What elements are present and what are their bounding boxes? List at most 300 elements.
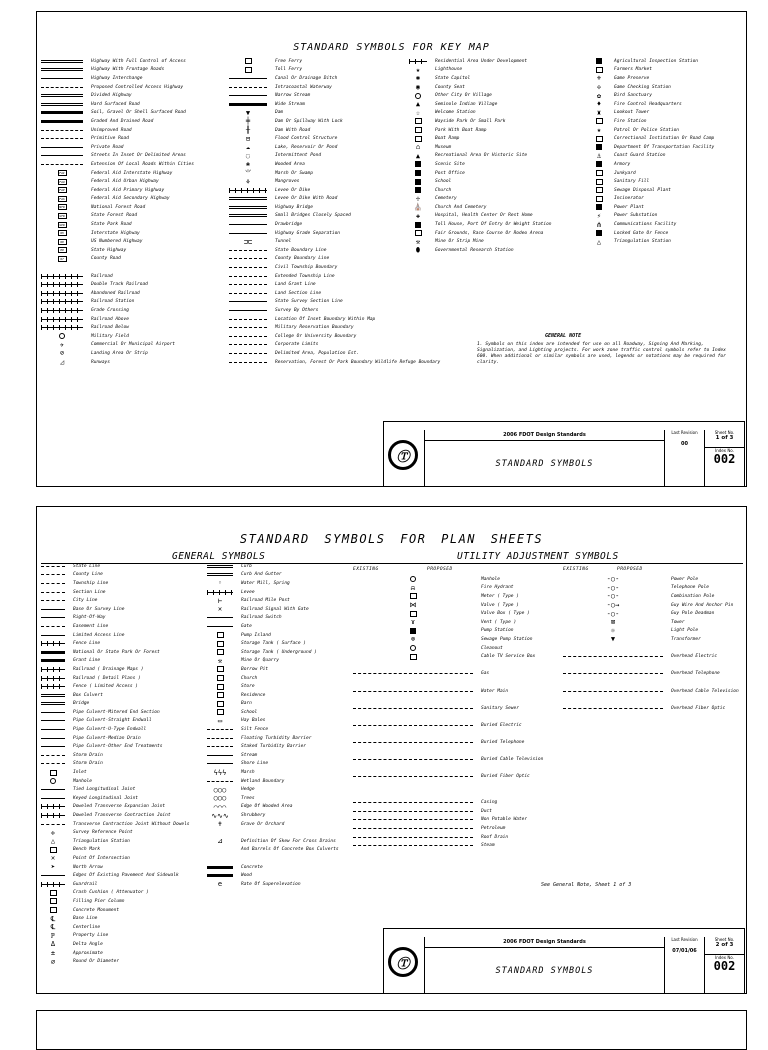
legend-label: Civil Township Boundary bbox=[275, 265, 338, 271]
legend-label: Graded And Drained Road bbox=[91, 118, 154, 124]
legend-row bbox=[41, 700, 206, 709]
legend-label: Wooded Area bbox=[275, 161, 305, 167]
legend-label: North Arrow bbox=[73, 864, 103, 870]
glyph-symbol bbox=[41, 837, 65, 845]
dash-line-symbol bbox=[41, 571, 65, 579]
legend-label: Duct bbox=[481, 808, 492, 814]
rail-line-symbol bbox=[207, 588, 233, 596]
glyph-symbol bbox=[563, 592, 663, 600]
map-symbol-icon: -○- bbox=[606, 583, 620, 592]
legend-label: Double Track Railroad bbox=[91, 282, 148, 288]
legend-label: Recreational Area Or Historic Site bbox=[435, 153, 528, 159]
dbl-line-symbol bbox=[41, 57, 83, 65]
legend-label: Railroad Signal With Gate bbox=[241, 606, 309, 612]
legend-row bbox=[592, 100, 744, 109]
line-line-symbol bbox=[41, 605, 65, 613]
legend-row bbox=[592, 229, 744, 238]
legend-row bbox=[207, 605, 349, 614]
glyph-symbol bbox=[592, 92, 606, 100]
revision-label: Last Revision bbox=[671, 937, 698, 942]
legend-row bbox=[563, 618, 743, 627]
legend-label: Manhole bbox=[481, 576, 500, 582]
legend-row bbox=[207, 785, 349, 794]
legend-row bbox=[409, 74, 589, 83]
map-symbol-icon: ☆ bbox=[415, 108, 421, 117]
map-symbol-icon: ⌂ bbox=[415, 143, 421, 152]
dash-line-symbol bbox=[207, 726, 233, 734]
legend-label: Railroad ( Drainage Maps ) bbox=[73, 666, 144, 672]
legend-label: Edges Of Existing Pavement And Sidewalk bbox=[73, 873, 179, 879]
fdot-logo: Ⓣ bbox=[388, 440, 418, 470]
dash-line-symbol bbox=[563, 670, 663, 678]
title-block-dept: 2006 FDOT Design Standards bbox=[424, 937, 664, 948]
legend-row bbox=[41, 220, 226, 229]
legend-column-water-boundaries bbox=[229, 57, 441, 366]
route-shield-symbol bbox=[41, 229, 83, 237]
line-line-symbol bbox=[229, 307, 267, 315]
rail-line-symbol bbox=[41, 665, 65, 673]
legend-label: Agricultural Inspection Station bbox=[614, 58, 698, 64]
glyph-symbol bbox=[229, 135, 267, 143]
legend-row bbox=[41, 246, 226, 255]
legend-label: State Survey Section Line bbox=[275, 299, 343, 305]
dash-line-symbol bbox=[229, 315, 267, 323]
legend-label: Private Road bbox=[91, 144, 124, 150]
legend-row bbox=[353, 721, 565, 730]
box-symbol-icon bbox=[409, 229, 427, 237]
route-shield-symbol bbox=[41, 195, 83, 203]
line-line-symbol bbox=[41, 143, 83, 151]
legend-row bbox=[41, 588, 206, 597]
legend-label: Hay Bales bbox=[241, 718, 266, 724]
thick-line-symbol bbox=[207, 863, 233, 871]
legend-label: County Seat bbox=[435, 84, 465, 90]
proposed-header: PROPOSED bbox=[427, 567, 453, 572]
legend-label: Crash Cushion ( Attenuator ) bbox=[73, 890, 149, 896]
legend-label: Highway Bridge bbox=[275, 204, 313, 210]
dash-line-symbol bbox=[353, 833, 473, 841]
legend-row bbox=[353, 635, 565, 644]
legend-row bbox=[41, 665, 206, 674]
rail-line-symbol bbox=[41, 812, 65, 820]
legend-row bbox=[353, 670, 565, 679]
legend-label: Transformer bbox=[671, 636, 701, 642]
legend-label: Survey By Others bbox=[275, 308, 319, 314]
sheet-title: STANDARD SYMBOLS FOR PLAN SHEETS bbox=[239, 532, 544, 546]
legend-row bbox=[592, 177, 744, 186]
legend-row bbox=[41, 315, 226, 324]
legend-label: School bbox=[241, 709, 258, 715]
legend-row bbox=[207, 622, 349, 631]
legend-row bbox=[207, 665, 349, 674]
map-symbol-icon: ✕ bbox=[50, 854, 56, 863]
legend-row bbox=[353, 678, 565, 687]
glyph-symbol bbox=[592, 126, 606, 134]
box-symbol-icon bbox=[409, 126, 427, 134]
legend-row bbox=[41, 237, 226, 246]
legend-row bbox=[207, 751, 349, 760]
legend-row bbox=[41, 837, 206, 846]
legend-row bbox=[353, 661, 565, 670]
circ-symbol-icon bbox=[41, 332, 83, 340]
legend-label: Staked Turbidity Barrier bbox=[241, 744, 307, 750]
map-symbol-icon: ⌀ bbox=[50, 957, 56, 966]
map-symbol-icon: △ bbox=[596, 237, 602, 246]
blank-symbol bbox=[353, 730, 473, 738]
dash-line-symbol bbox=[41, 760, 65, 768]
box-symbol-icon bbox=[207, 700, 233, 708]
legend-label: Patrol Or Police Station bbox=[614, 127, 680, 133]
map-symbol-icon: ☁ bbox=[245, 143, 251, 152]
legend-label: City Line bbox=[73, 598, 98, 604]
index-label: Index No. bbox=[715, 448, 734, 453]
blank-symbol bbox=[207, 846, 233, 854]
line-line-symbol bbox=[41, 726, 65, 734]
route-shield-icon: 80 bbox=[58, 247, 67, 253]
legend-label: Buried Cable Television bbox=[481, 757, 544, 763]
legend-row bbox=[41, 571, 206, 580]
revision-label: Last Revision bbox=[671, 430, 698, 435]
route-shield-icon: NFR bbox=[59, 205, 65, 210]
glyph-symbol bbox=[207, 597, 233, 605]
glyph-symbol bbox=[41, 854, 65, 862]
legend-label: Water Mill, Spring bbox=[241, 580, 290, 586]
dash-line-symbol bbox=[229, 289, 267, 297]
map-symbol-icon: ➤ bbox=[50, 863, 56, 872]
map-symbol-icon: ╫ bbox=[245, 126, 251, 135]
glyph-symbol bbox=[563, 601, 663, 609]
legend-label: Marsh bbox=[241, 770, 255, 776]
legend-row bbox=[229, 74, 397, 83]
map-symbol-icon: ✚ bbox=[415, 211, 421, 220]
legend-label: Overhead Electric bbox=[671, 654, 718, 660]
route-shield-symbol bbox=[41, 186, 83, 194]
dash-line-symbol bbox=[207, 743, 233, 751]
line-line-symbol bbox=[229, 92, 267, 100]
legend-label: Fire Hydrant bbox=[481, 585, 514, 591]
circ-symbol-icon bbox=[41, 777, 65, 785]
dash-line-symbol bbox=[41, 126, 83, 134]
dash-line-symbol bbox=[353, 842, 473, 850]
glyph-symbol bbox=[592, 221, 606, 229]
thick-line-symbol bbox=[41, 648, 65, 656]
line-line-symbol bbox=[41, 743, 65, 751]
map-symbol-icon: Δ bbox=[50, 940, 56, 949]
glyph-symbol bbox=[41, 949, 65, 957]
legend-row bbox=[41, 358, 226, 367]
legend-label: Free Ferry bbox=[275, 58, 303, 64]
legend-row bbox=[41, 725, 206, 734]
legend-row bbox=[563, 644, 743, 653]
legend-label: Concrete Monument bbox=[73, 907, 120, 913]
legend-label: Meter ( Type ) bbox=[481, 593, 519, 599]
fill-symbol-icon bbox=[592, 203, 606, 211]
legend-row bbox=[41, 682, 206, 691]
glyph-symbol bbox=[592, 109, 606, 117]
glyph-symbol bbox=[563, 610, 663, 618]
legend-row bbox=[207, 596, 349, 605]
legend-row bbox=[353, 755, 565, 764]
legend-label: Military Reservation Boundary bbox=[275, 325, 354, 331]
dash-line-symbol bbox=[353, 704, 473, 712]
legend-row bbox=[41, 639, 206, 648]
map-symbol-icon: ⋔ bbox=[596, 220, 602, 229]
legend-row bbox=[353, 713, 565, 722]
legend-label: Railroad Above bbox=[91, 316, 129, 322]
legend-row bbox=[229, 83, 397, 92]
legend-row bbox=[229, 57, 397, 66]
legend-row bbox=[207, 682, 349, 691]
legend-row bbox=[207, 777, 349, 786]
legend-row bbox=[353, 798, 565, 807]
map-symbol-icon: ✛ bbox=[50, 828, 56, 837]
blank-symbol bbox=[563, 678, 663, 686]
utility-symbols-right bbox=[563, 575, 743, 713]
legend-row bbox=[207, 863, 349, 872]
box-symbol-icon bbox=[592, 178, 606, 186]
legend-row bbox=[229, 237, 397, 246]
legend-label: Sanitary Fill bbox=[614, 179, 650, 185]
legend-row bbox=[41, 152, 226, 161]
map-symbol-icon: ◉ bbox=[415, 83, 421, 92]
box-symbol-icon bbox=[207, 648, 233, 656]
box-symbol-icon bbox=[353, 653, 473, 661]
legend-label: Runways bbox=[91, 359, 110, 365]
legend-row bbox=[229, 100, 397, 109]
legend-row bbox=[41, 932, 206, 941]
legend-row bbox=[41, 57, 226, 66]
legend-row bbox=[41, 777, 206, 786]
map-symbol-icon: -○- bbox=[606, 592, 620, 601]
route-shield-icon: SPR bbox=[59, 222, 65, 227]
dash-line-symbol bbox=[353, 670, 473, 678]
blank-symbol bbox=[563, 644, 663, 652]
legend-row bbox=[592, 66, 744, 75]
dash-line-symbol bbox=[41, 562, 65, 570]
legend-label: Dam bbox=[275, 110, 284, 116]
legend-row bbox=[229, 177, 397, 186]
legend-row bbox=[41, 614, 206, 623]
legend-label: Shrubbery bbox=[241, 813, 266, 819]
legend-row bbox=[41, 100, 226, 109]
legend-label: Barn bbox=[241, 701, 252, 707]
title-block-index bbox=[704, 448, 744, 486]
legend-label: Mangroves bbox=[275, 179, 300, 185]
glyph-symbol bbox=[229, 160, 267, 168]
legend-row bbox=[563, 627, 743, 636]
glyph-symbol bbox=[563, 627, 663, 635]
legend-label: Residence bbox=[241, 692, 266, 698]
route-shield-symbol bbox=[41, 178, 83, 186]
legend-label: Marsh Or Swamp bbox=[275, 170, 313, 176]
dash-line-symbol bbox=[41, 751, 65, 759]
legend-label: Easement Line bbox=[73, 623, 109, 629]
legend-label: State Park Road bbox=[91, 222, 132, 228]
dash-line-symbol bbox=[41, 579, 65, 587]
legend-row bbox=[353, 824, 565, 833]
legend-label: Welcome Station bbox=[435, 110, 476, 116]
legend-row bbox=[563, 635, 743, 644]
legend-row bbox=[207, 734, 349, 743]
legend-label: State Boundary Line bbox=[275, 247, 327, 253]
legend-row bbox=[41, 579, 206, 588]
legend-label: Rate Of Superelevation bbox=[241, 881, 301, 887]
map-symbol-icon: ℄ bbox=[50, 923, 56, 932]
legend-label: Non Potable Water bbox=[481, 817, 528, 823]
key-map-sheet bbox=[36, 11, 747, 487]
box-symbol-icon bbox=[207, 674, 233, 682]
legend-row bbox=[41, 906, 206, 915]
legend-label: US Numbered Highway bbox=[91, 239, 143, 245]
fill-symbol-icon bbox=[353, 627, 473, 635]
legend-label: Concrete bbox=[241, 864, 263, 870]
legend-row bbox=[41, 255, 226, 264]
glyph-symbol bbox=[41, 940, 65, 948]
legend-row bbox=[229, 323, 397, 332]
map-symbol-icon: ▼ bbox=[610, 635, 616, 644]
glyph-symbol bbox=[207, 605, 233, 613]
legend-label: Hedge bbox=[241, 787, 255, 793]
legend-label: Tied Longitudinal Joint bbox=[73, 787, 136, 793]
legend-row bbox=[353, 695, 565, 704]
map-symbol-icon: ✢ bbox=[596, 83, 602, 92]
legend-label: Cleanout bbox=[481, 645, 503, 651]
legend-row bbox=[41, 880, 206, 889]
legend-label: Levee Or Dike With Road bbox=[275, 196, 338, 202]
legend-row bbox=[592, 186, 744, 195]
legend-row bbox=[207, 846, 349, 855]
line-line-symbol bbox=[41, 786, 65, 794]
fill-symbol-icon bbox=[409, 178, 427, 186]
legend-label: Buried Telephone bbox=[481, 740, 525, 746]
legend-row bbox=[41, 717, 206, 726]
revision-value: 00 bbox=[681, 441, 688, 447]
blank-symbol bbox=[563, 696, 663, 704]
dash-line-symbol bbox=[41, 820, 65, 828]
legend-row bbox=[353, 730, 565, 739]
legend-label: Storage Tank ( Surface ) bbox=[241, 641, 307, 647]
legend-row bbox=[41, 562, 206, 571]
dbl-line-symbol bbox=[229, 212, 267, 220]
legend-row bbox=[41, 83, 226, 92]
legend-label: Railroad Below bbox=[91, 325, 129, 331]
route-shield-icon: FAS bbox=[59, 196, 65, 201]
glyph-symbol bbox=[229, 238, 267, 246]
map-symbol-icon: e bbox=[217, 880, 223, 889]
title-block-index bbox=[704, 955, 744, 993]
legend-row bbox=[41, 298, 226, 307]
legend-row bbox=[41, 889, 206, 898]
legend-label: Church bbox=[435, 187, 452, 193]
legend-row bbox=[229, 306, 397, 315]
glyph-symbol bbox=[207, 812, 233, 820]
legend-row bbox=[207, 691, 349, 700]
legend-label: And Barrels Of Concrete Box Culverts bbox=[241, 847, 339, 853]
legend-row bbox=[41, 169, 226, 178]
legend-label: Grade Crossing bbox=[91, 308, 129, 314]
legend-row bbox=[207, 639, 349, 648]
glyph-symbol bbox=[229, 169, 267, 177]
legend-label: Church bbox=[241, 675, 258, 681]
utility-symbols-left bbox=[353, 575, 565, 850]
legend-row bbox=[41, 66, 226, 75]
legend-row bbox=[41, 195, 226, 204]
legend-row bbox=[207, 614, 349, 623]
legend-label: Pipe Culvert-Straight Endwall bbox=[73, 718, 152, 724]
index-value: 002 bbox=[713, 452, 736, 466]
legend-label: Trees bbox=[241, 795, 255, 801]
glyph-symbol bbox=[207, 786, 233, 794]
glyph-symbol bbox=[409, 109, 427, 117]
legend-row bbox=[41, 596, 206, 605]
glyph-symbol bbox=[563, 635, 663, 643]
route-shield-icon: FAP bbox=[59, 188, 65, 193]
legend-label: Hospital, Health Center Or Rest Home bbox=[435, 213, 533, 219]
legend-row bbox=[353, 816, 565, 825]
legend-row bbox=[41, 803, 206, 812]
dash-line-symbol bbox=[41, 622, 65, 630]
legend-label: Sewage Disposal Plant bbox=[614, 187, 671, 193]
legend-row bbox=[353, 833, 565, 842]
circ-symbol-icon bbox=[409, 92, 427, 100]
legend-row bbox=[207, 571, 349, 580]
legend-label: Petroleum bbox=[481, 826, 506, 832]
legend-row bbox=[409, 109, 589, 118]
map-symbol-icon: ⍾ bbox=[410, 583, 416, 592]
glyph-symbol bbox=[592, 83, 606, 91]
dash-line-symbol bbox=[41, 588, 65, 596]
legend-label: Buried Electric bbox=[481, 722, 522, 728]
rail-line-symbol bbox=[41, 289, 83, 297]
legend-label: Doweled Transverse Expansion Joint bbox=[73, 804, 166, 810]
legend-row bbox=[409, 177, 589, 186]
circ-symbol-icon bbox=[353, 575, 473, 583]
box-symbol-icon bbox=[592, 66, 606, 74]
legend-label: Grant Line bbox=[73, 658, 101, 664]
legend-row bbox=[207, 837, 349, 846]
legend-label: Intermittent Pond bbox=[275, 153, 322, 159]
legend-label: Wayside Park Or Small Park bbox=[435, 118, 506, 124]
legend-label: Federal Aid Interstate Highway bbox=[91, 170, 173, 176]
legend-label: Tower bbox=[671, 619, 685, 625]
legend-row bbox=[207, 579, 349, 588]
glyph-symbol bbox=[563, 584, 663, 592]
legend-label: Incinerator bbox=[614, 196, 644, 202]
general-symbols-column-1 bbox=[41, 562, 206, 966]
glyph-symbol bbox=[207, 717, 233, 725]
box-symbol-icon bbox=[207, 631, 233, 639]
line-line-symbol bbox=[207, 751, 233, 759]
glyph-symbol bbox=[353, 635, 473, 643]
legend-row bbox=[409, 160, 589, 169]
dash-line-symbol bbox=[229, 281, 267, 289]
legend-label: Armory bbox=[614, 161, 631, 167]
box-symbol-icon bbox=[41, 846, 65, 854]
fill-symbol-icon bbox=[592, 143, 606, 151]
legend-row bbox=[207, 871, 349, 880]
title-block-revision bbox=[664, 937, 704, 993]
map-symbol-icon: ★ bbox=[596, 126, 602, 135]
box-symbol-icon bbox=[41, 906, 65, 914]
legend-label: Highway With Full Control of Access bbox=[91, 58, 186, 64]
glyph-symbol bbox=[592, 100, 606, 108]
glyph-symbol bbox=[41, 863, 65, 871]
proposed-header-right: PROPOSED bbox=[617, 567, 643, 572]
legend-label: Small Bridges Closely Spaced bbox=[275, 213, 351, 219]
map-symbol-icon: ◌ bbox=[245, 151, 251, 160]
legend-row bbox=[409, 143, 589, 152]
route-shield-icon: 95 bbox=[58, 230, 67, 236]
